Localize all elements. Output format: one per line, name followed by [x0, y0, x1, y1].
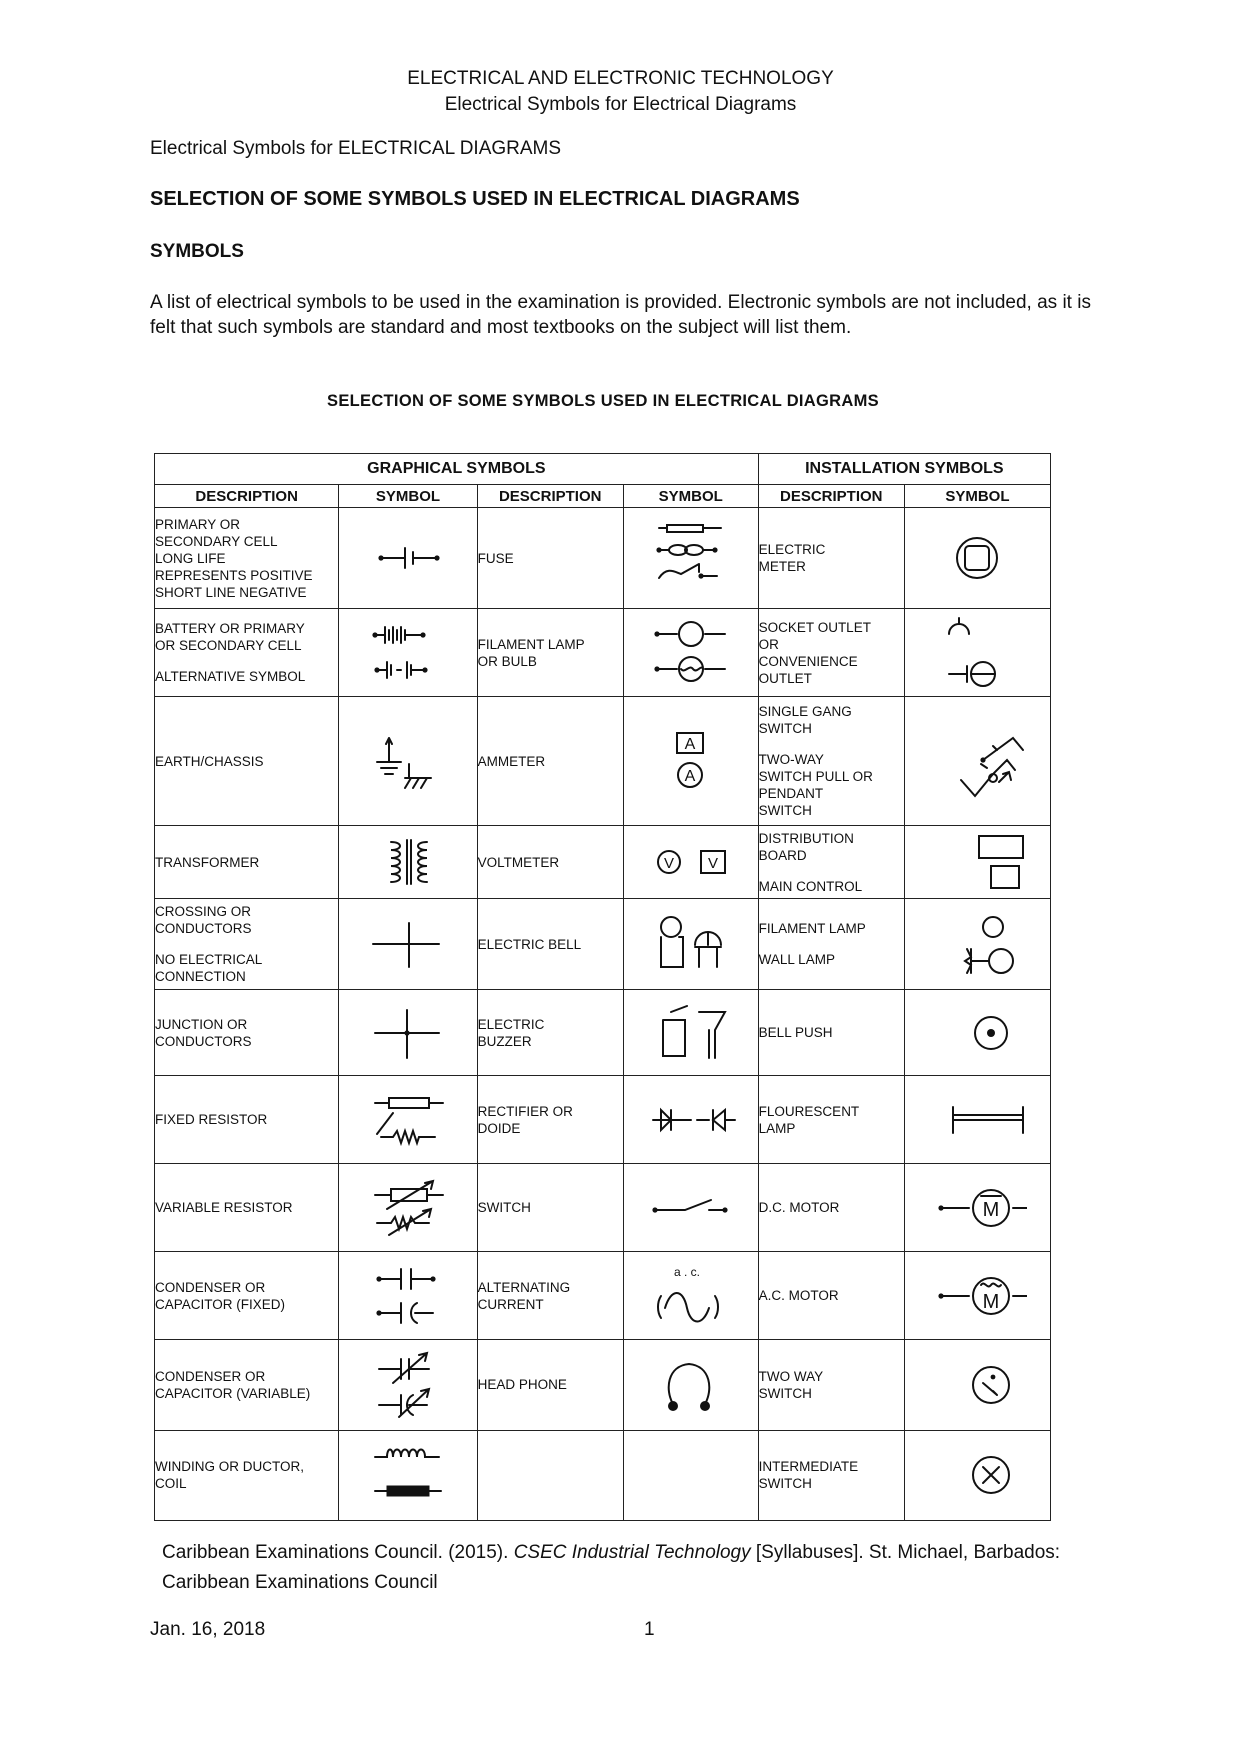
- graphical-symbol-icon: [339, 898, 477, 989]
- description-cell: [155, 898, 339, 989]
- column-header-symbol: SYMBOL: [623, 485, 758, 508]
- description-line: VOLTMETER: [477, 854, 560, 870]
- description-line: CONDUCTORS: [155, 1033, 252, 1049]
- table-row: [155, 697, 1051, 826]
- table-row: [155, 1164, 1051, 1252]
- column-header-description: DESCRIPTION: [477, 485, 623, 508]
- description-line: SWITCH: [758, 803, 812, 819]
- description-line: SINGLE GANG: [758, 704, 852, 720]
- description-cell: [758, 990, 904, 1076]
- installation-symbols-header: INSTALLATION SYMBOLS: [758, 454, 1050, 485]
- intro-paragraph: A list of electrical symbols to be used in the examination is provided. Electronic symbols are not included, as it is felt that such symbols are standard and most textbooks on the subject will list them.: [150, 292, 1091, 338]
- description-line: SWITCH PULL OR: [758, 769, 873, 785]
- description-line: OR BULB: [477, 653, 537, 669]
- citation-text: Caribbean Examinations Council. (2015).: [162, 1542, 514, 1563]
- graphical-symbol-icon: [339, 1076, 477, 1164]
- description-line: TRANSFORMER: [155, 854, 260, 870]
- description-line: ELECTRIC: [477, 1016, 545, 1032]
- svg-text:M: M: [983, 1198, 1000, 1221]
- svg-text:V: V: [707, 855, 718, 873]
- description-line: D.C. MOTOR: [758, 1200, 840, 1216]
- graphical-symbol-icon: [339, 697, 477, 826]
- graphical-symbol-icon: [339, 609, 477, 697]
- header-subtitle: Electrical Symbols for Electrical Diagrams: [444, 94, 797, 115]
- description-line: LONG LIFE: [155, 550, 226, 566]
- svg-text:V: V: [663, 855, 674, 873]
- citation: [162, 1538, 1102, 1598]
- installation-symbol-icon: [904, 898, 1050, 989]
- graphical-symbol-icon: [623, 826, 758, 899]
- description-line: OUTLET: [758, 670, 812, 686]
- description-line: BELL PUSH: [758, 1025, 833, 1041]
- graphical-symbol-icon: [339, 1340, 477, 1430]
- graphical-symbol-icon: [623, 1252, 758, 1340]
- table-row: [155, 1252, 1051, 1340]
- description-line: OR SECONDARY CELL: [155, 638, 302, 654]
- table-row: [155, 1076, 1051, 1164]
- line-gap: [155, 937, 338, 951]
- description-line: FILAMENT LAMP: [758, 921, 866, 937]
- table-row: [155, 1430, 1051, 1520]
- description-cell: [155, 1076, 339, 1164]
- graphical-symbol-icon: [339, 1164, 477, 1252]
- description-cell: [155, 1430, 339, 1520]
- description-cell: [477, 1164, 623, 1252]
- line-gap: [759, 864, 904, 878]
- graphical-symbol-icon: [339, 508, 477, 609]
- description-line: EARTH/CHASSIS: [155, 753, 264, 769]
- citation-publisher: [Syllabuses]. St. Michael, Barbados: Caribbean Examinations Council: [162, 1542, 1061, 1593]
- description-line: SWITCH: [477, 1200, 531, 1216]
- table-row: [155, 508, 1051, 609]
- installation-symbol-icon: [904, 609, 1050, 697]
- column-header-description: DESCRIPTION: [758, 485, 904, 508]
- description-line: CONDUCTORS: [155, 921, 252, 937]
- description-line: BATTERY OR PRIMARY: [155, 621, 305, 637]
- graphical-symbol-icon: [623, 1430, 758, 1520]
- description-line: ELECTRIC BELL: [477, 936, 582, 952]
- description-line: SECONDARY CELL: [155, 533, 278, 549]
- description-cell: [477, 1340, 623, 1430]
- description-cell: [477, 1076, 623, 1164]
- description-cell: [758, 898, 904, 989]
- description-cell: [477, 697, 623, 826]
- description-cell: [155, 1164, 339, 1252]
- description-line: LAMP: [758, 1120, 796, 1136]
- description-line: CONDENSER OR: [155, 1279, 266, 1295]
- column-header-symbol: SYMBOL: [339, 485, 477, 508]
- description-cell: [758, 826, 904, 899]
- graphical-symbol-icon: [339, 1430, 477, 1520]
- installation-symbol-icon: [904, 990, 1050, 1076]
- description-cell: [155, 1252, 339, 1340]
- description-line: TWO WAY: [758, 1368, 824, 1384]
- description-line: OR: [758, 636, 779, 652]
- description-line: FLOURESCENT: [758, 1103, 860, 1119]
- description-cell: [155, 609, 339, 697]
- column-header-description: DESCRIPTION: [155, 485, 339, 508]
- graphical-symbol-icon: [623, 609, 758, 697]
- description-line: SWITCH: [758, 1476, 812, 1492]
- installation-symbol-icon: [904, 1164, 1050, 1252]
- description-line: METER: [758, 559, 806, 575]
- description-cell: [758, 1430, 904, 1520]
- description-cell: [477, 826, 623, 899]
- description-line: FUSE: [477, 550, 514, 566]
- description-line: HEAD PHONE: [477, 1377, 567, 1393]
- description-cell: [477, 1252, 623, 1340]
- description-line: SHORT LINE NEGATIVE: [155, 584, 307, 600]
- description-cell: [758, 508, 904, 609]
- column-header-symbol: SYMBOL: [904, 485, 1050, 508]
- description-line: WALL LAMP: [758, 952, 835, 968]
- graphical-symbol-icon: [623, 990, 758, 1076]
- description-line: COIL: [155, 1476, 187, 1492]
- description-cell: [155, 1340, 339, 1430]
- graphical-symbol-icon: [339, 990, 477, 1076]
- description-cell: [758, 1340, 904, 1430]
- description-line: MAIN CONTROL: [758, 878, 863, 894]
- description-cell: [758, 1252, 904, 1340]
- svg-text:a . c.: a . c.: [673, 1264, 700, 1279]
- table-row: [155, 898, 1051, 989]
- description-line: RECTIFIER OR: [477, 1103, 573, 1119]
- table-title: SELECTION OF SOME SYMBOLS USED IN ELECTRICAL DIAGRAMS: [327, 392, 879, 410]
- description-line: INTERMEDIATE: [758, 1459, 859, 1475]
- description-cell: [477, 609, 623, 697]
- graphical-symbol-icon: [623, 1340, 758, 1430]
- table-row: [155, 826, 1051, 899]
- description-line: PRIMARY OR: [155, 516, 241, 532]
- graphical-symbol-icon: [623, 898, 758, 989]
- graphical-symbols-header: GRAPHICAL SYMBOLS: [155, 454, 759, 485]
- line-gap: [759, 937, 904, 951]
- description-cell: [758, 609, 904, 697]
- intro-subheading: SYMBOLS: [150, 241, 244, 262]
- graphical-symbol-icon: [623, 508, 758, 609]
- description-line: CURRENT: [477, 1296, 544, 1312]
- symbol-table: [154, 453, 1051, 1521]
- citation-title: CSEC Industrial Technology: [513, 1542, 751, 1563]
- description-line: CONVENIENCE: [758, 653, 858, 669]
- description-line: CROSSING OR: [155, 904, 252, 920]
- description-cell: [155, 697, 339, 826]
- graphical-symbol-icon: [623, 1076, 758, 1164]
- graphical-symbol-icon: [623, 697, 758, 826]
- description-line: REPRESENTS POSITIVE: [155, 567, 313, 583]
- description-line: JUNCTION OR: [155, 1016, 248, 1032]
- intro-subtitle: Electrical Symbols for ELECTRICAL DIAGRAMS: [150, 138, 562, 159]
- footer-date: Jan. 16, 2018: [150, 1619, 266, 1640]
- description-cell: [155, 508, 339, 609]
- description-line: WINDING OR DUCTOR,: [155, 1459, 304, 1475]
- description-cell: [758, 1076, 904, 1164]
- symbol-table-figure: [146, 392, 1060, 1538]
- description-line: SWITCH: [758, 1385, 812, 1401]
- description-line: AMMETER: [477, 753, 546, 769]
- description-line: A.C. MOTOR: [758, 1288, 839, 1304]
- description-line: FILAMENT LAMP: [477, 636, 585, 652]
- description-line: TWO-WAY: [758, 752, 824, 768]
- footer-page-number: 1: [644, 1619, 655, 1640]
- installation-symbol-icon: [904, 1252, 1050, 1340]
- description-line: CONDENSER OR: [155, 1368, 266, 1384]
- line-gap: [155, 654, 338, 668]
- description-cell: [477, 898, 623, 989]
- description-line: ALTERNATIVE SYMBOL: [155, 669, 306, 685]
- svg-text:A: A: [684, 768, 696, 786]
- graphical-symbol-icon: [623, 1164, 758, 1252]
- table-row: [155, 609, 1051, 697]
- header-title: ELECTRICAL AND ELECTRONIC TECHNOLOGY: [407, 68, 834, 89]
- installation-symbol-icon: [904, 1430, 1050, 1520]
- installation-symbol-icon: [904, 508, 1050, 609]
- graphical-symbol-icon: [339, 826, 477, 899]
- description-cell: [477, 508, 623, 609]
- table-row: [155, 990, 1051, 1076]
- description-line: CONNECTION: [155, 969, 246, 985]
- description-line: ALTERNATING: [477, 1279, 571, 1295]
- svg-text:A: A: [684, 736, 696, 754]
- table-row: [155, 1340, 1051, 1430]
- description-line: DOIDE: [477, 1120, 521, 1136]
- description-line: BOARD: [758, 847, 807, 863]
- installation-symbol-icon: [904, 1076, 1050, 1164]
- description-line: SOCKET OUTLET: [758, 619, 871, 635]
- description-line: CAPACITOR (VARIABLE): [155, 1385, 311, 1401]
- description-cell: [758, 1164, 904, 1252]
- description-cell: [477, 990, 623, 1076]
- description-cell: [155, 990, 339, 1076]
- svg-text:M: M: [983, 1290, 1000, 1313]
- installation-symbol-icon: [904, 826, 1050, 899]
- description-line: BUZZER: [477, 1033, 532, 1049]
- description-line: ELECTRIC: [758, 542, 826, 558]
- description-cell: [155, 826, 339, 899]
- description-line: PENDANT: [758, 786, 824, 802]
- installation-symbol-icon: [904, 1340, 1050, 1430]
- description-line: VARIABLE RESISTOR: [155, 1200, 293, 1216]
- installation-symbol-icon: [904, 697, 1050, 826]
- description-line: NO ELECTRICAL: [155, 952, 263, 968]
- description-cell: [477, 1430, 623, 1520]
- line-gap: [759, 737, 904, 751]
- description-line: FIXED RESISTOR: [155, 1112, 268, 1128]
- description-line: CAPACITOR (FIXED): [155, 1296, 286, 1312]
- description-line: DISTRIBUTION: [758, 830, 854, 846]
- description-cell: [758, 697, 904, 826]
- intro-heading: SELECTION OF SOME SYMBOLS USED IN ELECTRICAL DIAGRAMS: [150, 188, 800, 210]
- description-line: SWITCH: [758, 721, 812, 737]
- graphical-symbol-icon: [339, 1252, 477, 1340]
